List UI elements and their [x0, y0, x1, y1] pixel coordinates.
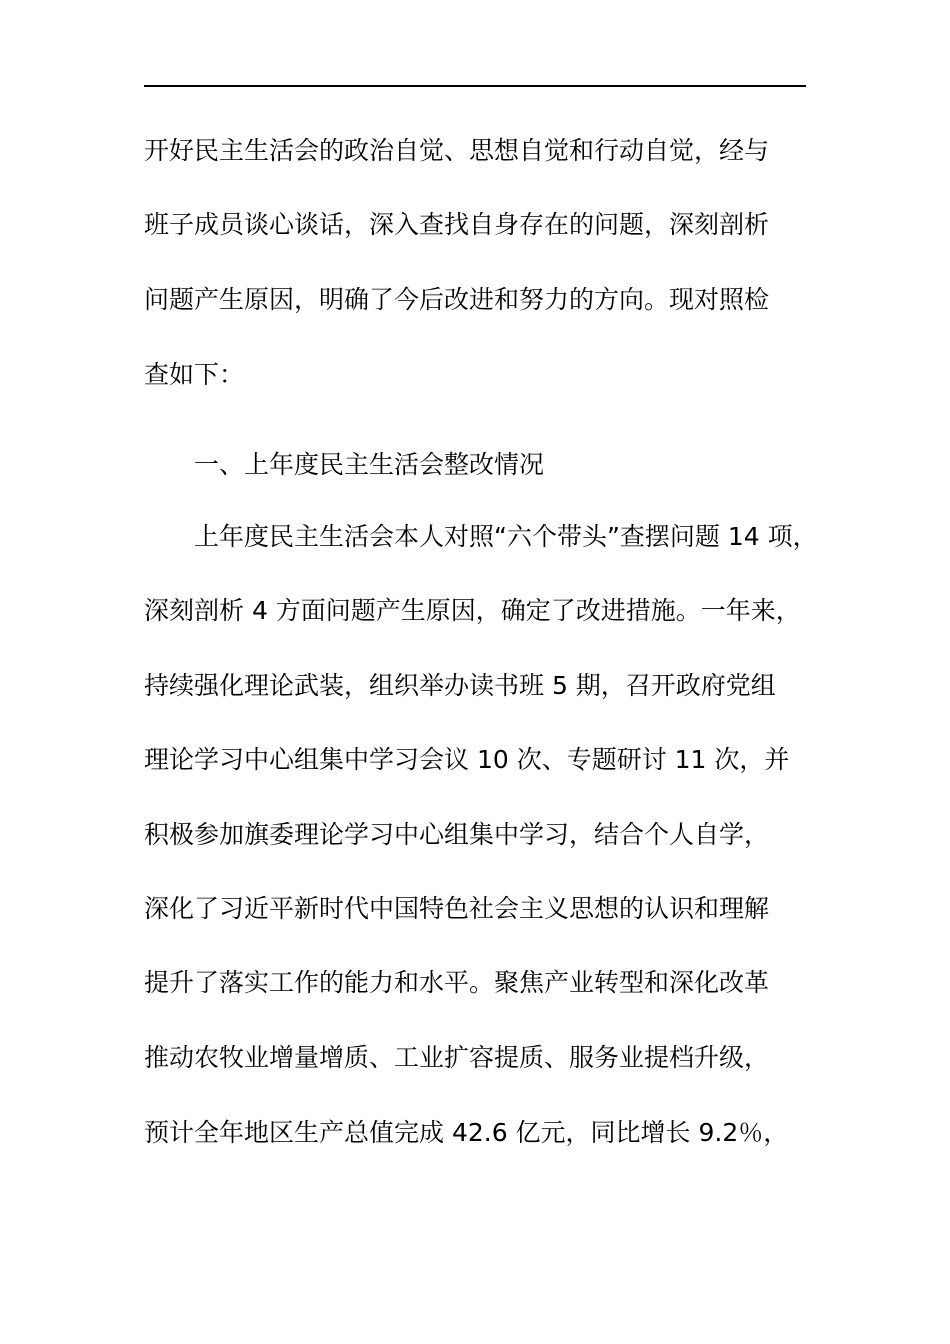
text-line: 积极参加旗委理论学习中心组集中学习，结合个人自学，	[144, 820, 770, 849]
header-rule	[144, 85, 806, 87]
text-line: 深化了习近平新时代中国特色社会主义思想的认识和理解	[144, 894, 770, 923]
text-line: 持续强化理论武装，组织举办读书班 5 期，召开政府党组	[144, 671, 776, 700]
text-line: 提升了落实工作的能力和水平。聚焦产业转型和深化改革	[144, 968, 770, 997]
text-line: 理论学习中心组集中学习会议 10 次、专题研讨 11 次，并	[144, 745, 790, 774]
text-line: 预计全年地区生产总值完成 42.6 亿元，同比增长 9.2％，	[144, 1118, 789, 1147]
text-line: 推动农牧业增量增质、工业扩容提质、服务业提档升级，	[144, 1043, 770, 1072]
section-heading: 一、上年度民主生活会整改情况	[194, 450, 545, 479]
text-line: 开好民主生活会的政治自觉、思想自觉和行动自觉，经与	[144, 136, 770, 165]
text-line: 深刻剖析 4 方面问题产生原因，确定了改进措施。一年来，	[144, 596, 801, 625]
text-line: 问题产生原因，明确了今后改进和努力的方向。现对照检	[144, 285, 770, 314]
text-line: 上年度民主生活会本人对照“六个带头”查摆问题 14 项，	[194, 522, 818, 551]
text-line: 查如下：	[144, 360, 245, 389]
text-line: 班子成员谈心谈话，深入查找自身存在的问题，深刻剖析	[144, 210, 770, 239]
